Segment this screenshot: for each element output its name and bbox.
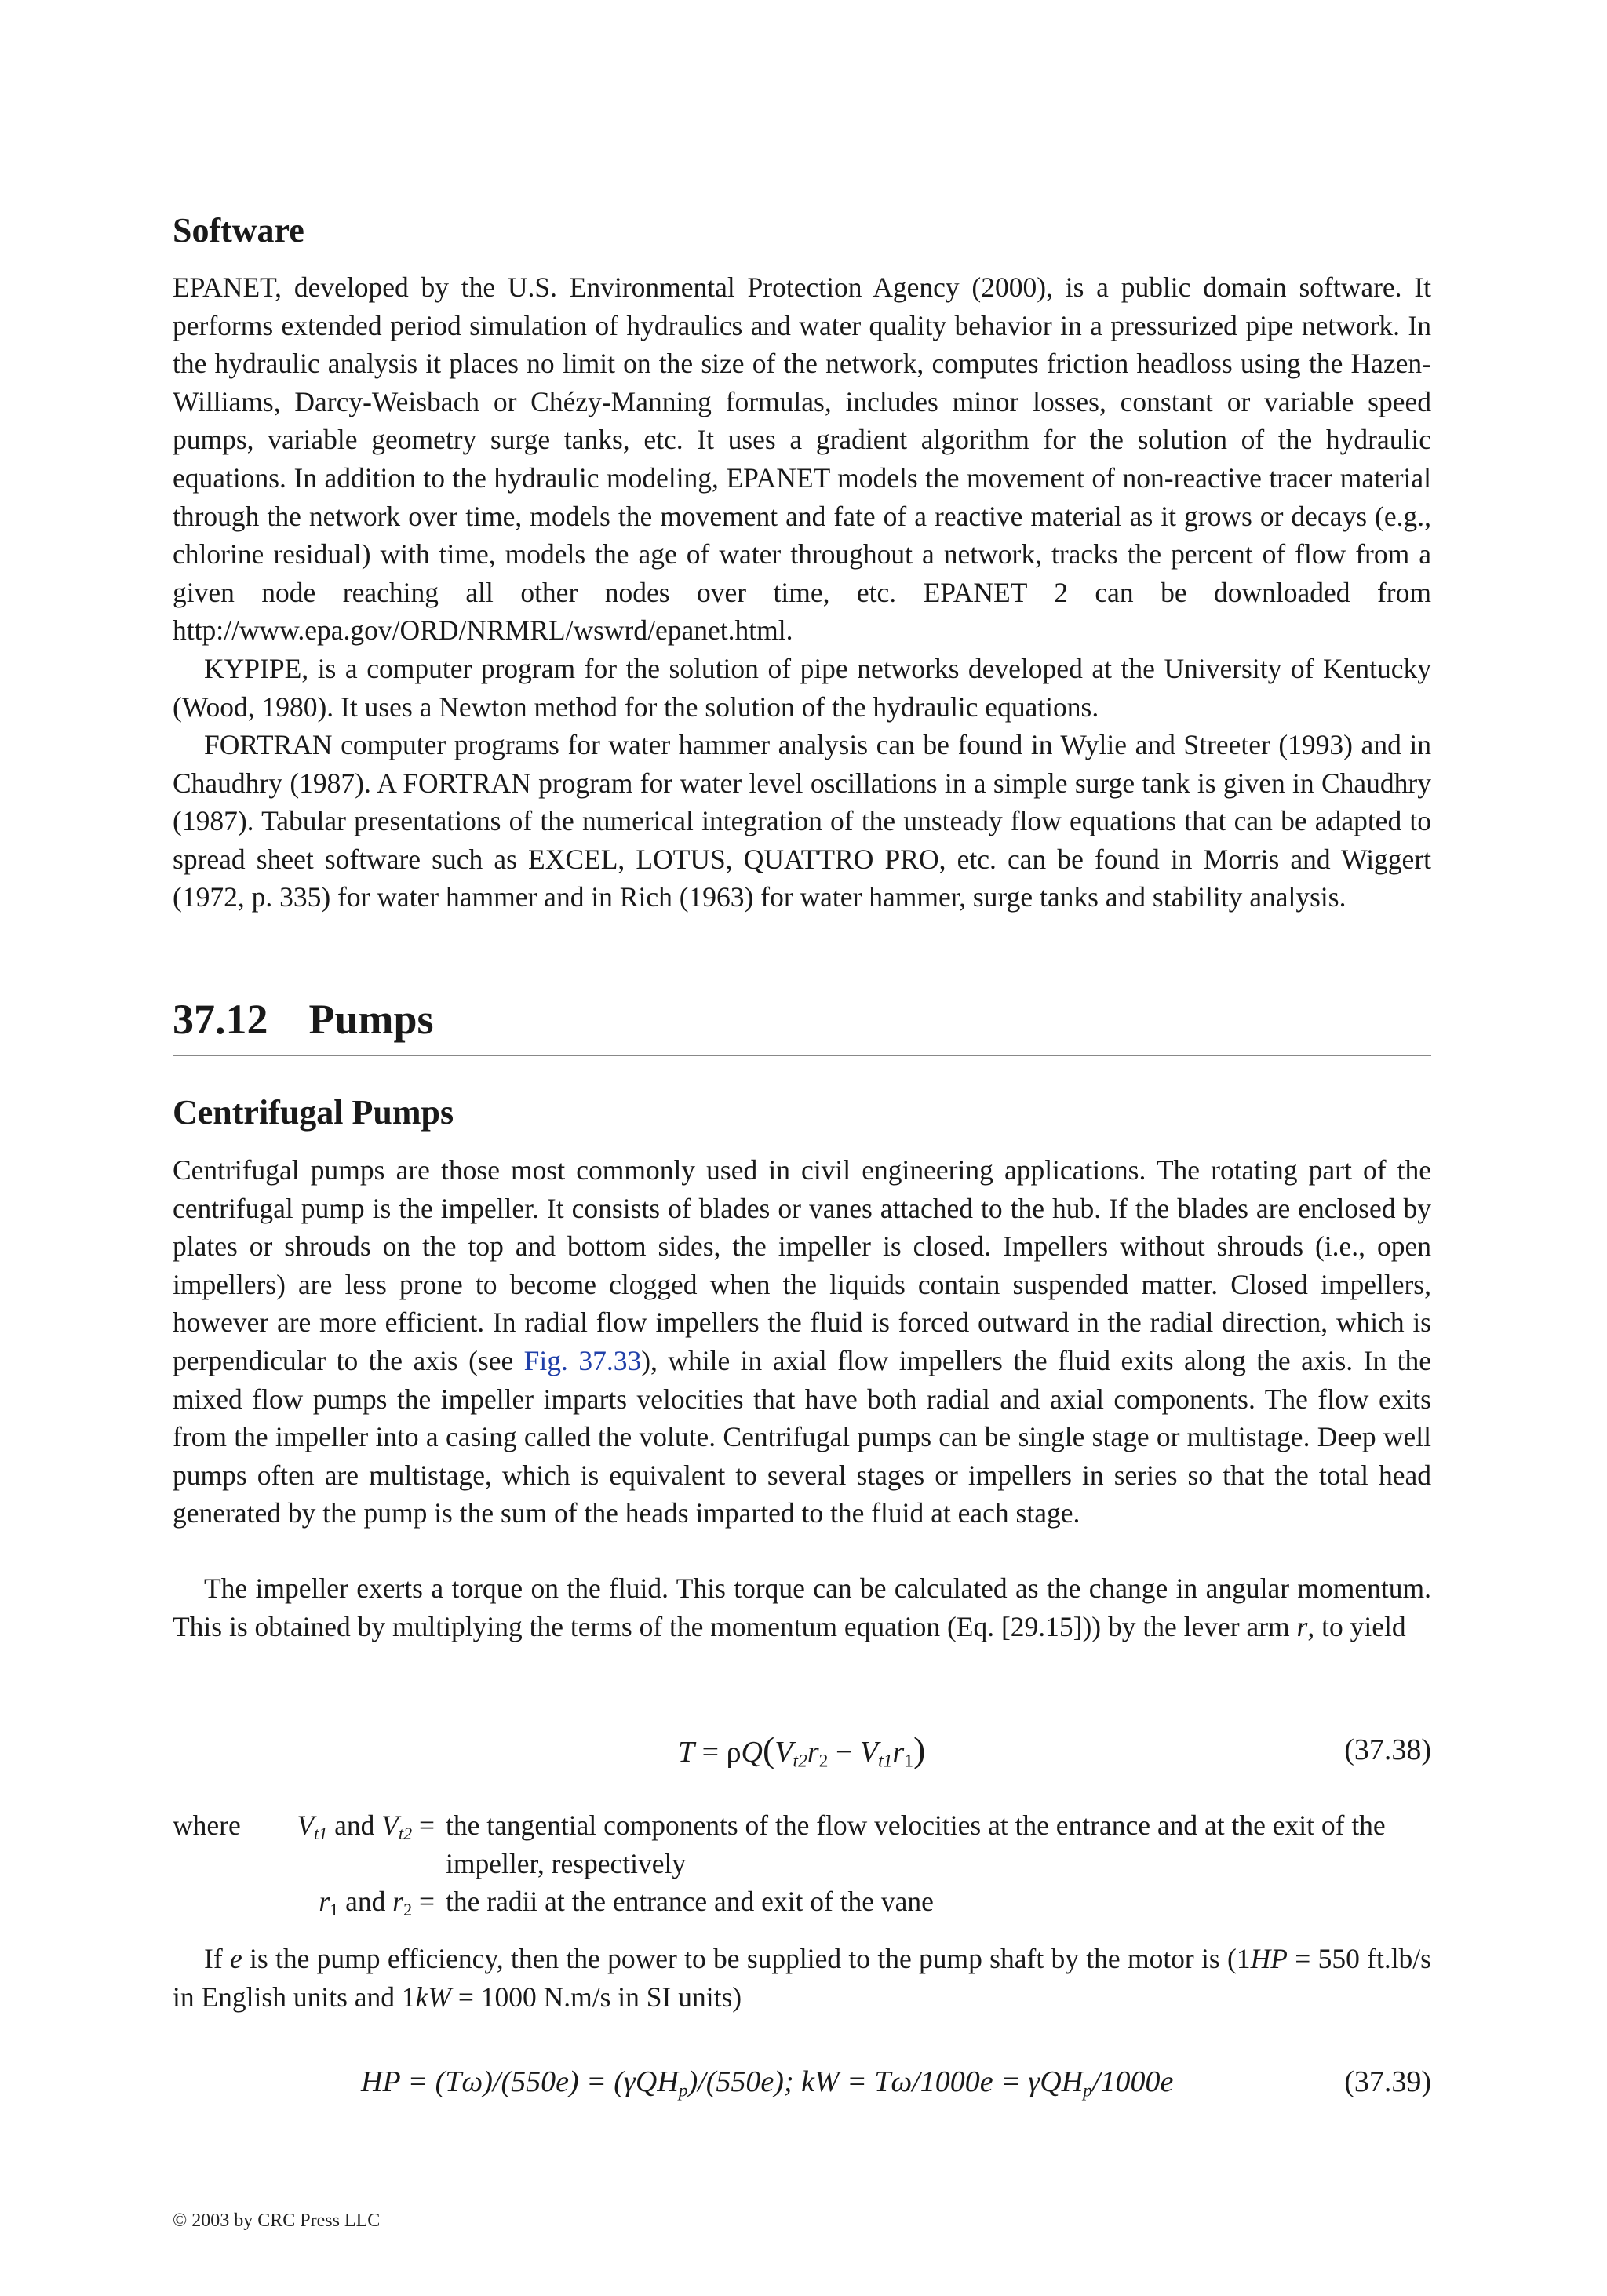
software-paragraph-3: FORTRAN computer programs for water hammer analysis can be found in Wylie and Streeter (1993) and in Chaudhry (1987). A FORTRAN program for water level oscillations in a simple surge tank is given in Chaudhry (1987). Tabular presentations of the numerical integration of the unsteady flow equations that can be adapted to spread sheet software such as EXCEL, LOTUS, QUATTRO PRO, etc. can be found in Morris and Wiggert (1972, p. 335) for water hammer and in Rich (1963) for water hammer, surge tanks and stability analysis. <box>173 729 1431 913</box>
section-divider <box>173 1055 1431 1056</box>
copyright-footer: © 2003 by CRC Press LLC <box>173 2210 381 2231</box>
equation-37-39 <box>173 2058 1431 2105</box>
software-paragraph-2: KYPIPE, is a computer program for the solution of pipe networks developed at the University of Kentucky (Wood, 1980). It uses a Newton method for the solution of the hydraulic equations. <box>173 653 1431 723</box>
definition-vt: the tangential components of the flow velocities at the entrance and at the exit of the impeller, respectively <box>446 1809 1386 1879</box>
section-number: 37.12 <box>173 996 268 1043</box>
section-heading <box>173 995 1431 1044</box>
equation-37-39-number: (37.39) <box>1344 2065 1431 2098</box>
centrifugal-p1-text-b: ), while in axial flow impellers the fluid exits along the axis. In the mixed flow pumps the impeller imparts velocities that have both radial and axial components. The flow exits from the impeller into a casing called the volute. Centrifugal pumps can be single stage or multistage. Deep well pumps often are multistage, which is equivalent to several stages or impellers in series so that the total head generated by the pump is the sum of the heads imparted to the fluid at each stage. <box>173 1344 1431 1529</box>
equation-37-38 <box>173 1726 1431 1773</box>
definition-r: the radii at the entrance and exit of the vane <box>446 1886 934 1917</box>
equation-37-39-formula: HP = (Tω)/(550e) = (γQH$_p$)/(550e); kW = Tω/1000e = γQH$_p$/1000e <box>361 2065 1174 2101</box>
centrifugal-heading: Centrifugal Pumps <box>173 1093 454 1132</box>
power-paragraph: If e is the pump efficiency, then the power to be supplied to the pump shaft by the motor is (1HP = 550 ft.lb/s in English units and 1kW = 1000 N.m/s in SI units) <box>173 1943 1431 2013</box>
centrifugal-p1-text-a: Centrifugal pumps are those most commonly used in civil engineering applications. The rotating part of the centrifugal pump is the impeller. It consists of blades or vanes attached to the hub. If the blades are enclosed by plates or shrouds on the top and bottom sides, the impeller is closed. Impellers without shrouds (i.e., open impellers) are less prone to become clogged when the liquids contain suspended matter. Closed impellers, however are more efficient. In radial flow impellers the fluid is forced outward in the radial direction, which is perpendicular to the axis (see <box>173 1154 1431 1376</box>
term-vt1-vt2: $V_{t1}$ and $V_{t2}$ = <box>297 1809 435 1844</box>
equation-37-38-number: (37.38) <box>1344 1733 1431 1766</box>
centrifugal-p2-text-b: , to yield <box>1307 1610 1406 1642</box>
where-label: where <box>173 1809 241 1841</box>
fig-37-33-link[interactable]: Fig. 37.33 <box>523 1344 642 1376</box>
variable-definitions <box>173 1806 1431 1932</box>
equation-37-38-formula: $T = \rho Q(V_{t2}r_2 - V_{t1}r_1)$ <box>678 1729 926 1772</box>
software-paragraph-1: EPANET, developed by the U.S. Environmental Protection Agency (2000), is a public domain software. It performs extended period simulation of hydraulics and water quality behavior in a pressurized pipe network. In the hydraulic analysis it places no limit on the size of the network, computes friction headloss using the Hazen-Williams, Darcy-Weisbach or Chézy-Manning formulas, includes minor losses, constant or variable speed pumps, variable geometry surge tanks, etc. It uses a gradient algorithm for the solution of the hydraulic equations. In addition to the hydraulic modeling, EPANET models the movement of non-reactive tracer material through the network over time, models the movement and fate of a reactive material as it grows or decays (e.g., chlorine residual) with time, models the age of water throughout a network, tracks the percent of flow from a given node reaching all other nodes over time, etc. EPANET 2 can be downloaded from http://www.epa.gov/ORD/NRMRL/wswrd/epanet.html. <box>173 272 1431 647</box>
term-r1-r2: $r_1$ and $r_2$ = <box>319 1886 435 1920</box>
lever-arm-symbol: r <box>1296 1610 1308 1642</box>
centrifugal-paragraph-2 <box>173 1569 1431 1645</box>
section-title: Pumps <box>308 996 434 1043</box>
centrifugal-paragraph-1 <box>173 1151 1431 1532</box>
centrifugal-p2-text-a: The impeller exerts a torque on the fluid. This torque can be calculated as the change in angular momentum. This is obtained by multiplying the terms of the momentum equation (Eq. [29.15])) by the lever arm <box>173 1573 1431 1642</box>
software-heading: Software <box>173 211 304 250</box>
